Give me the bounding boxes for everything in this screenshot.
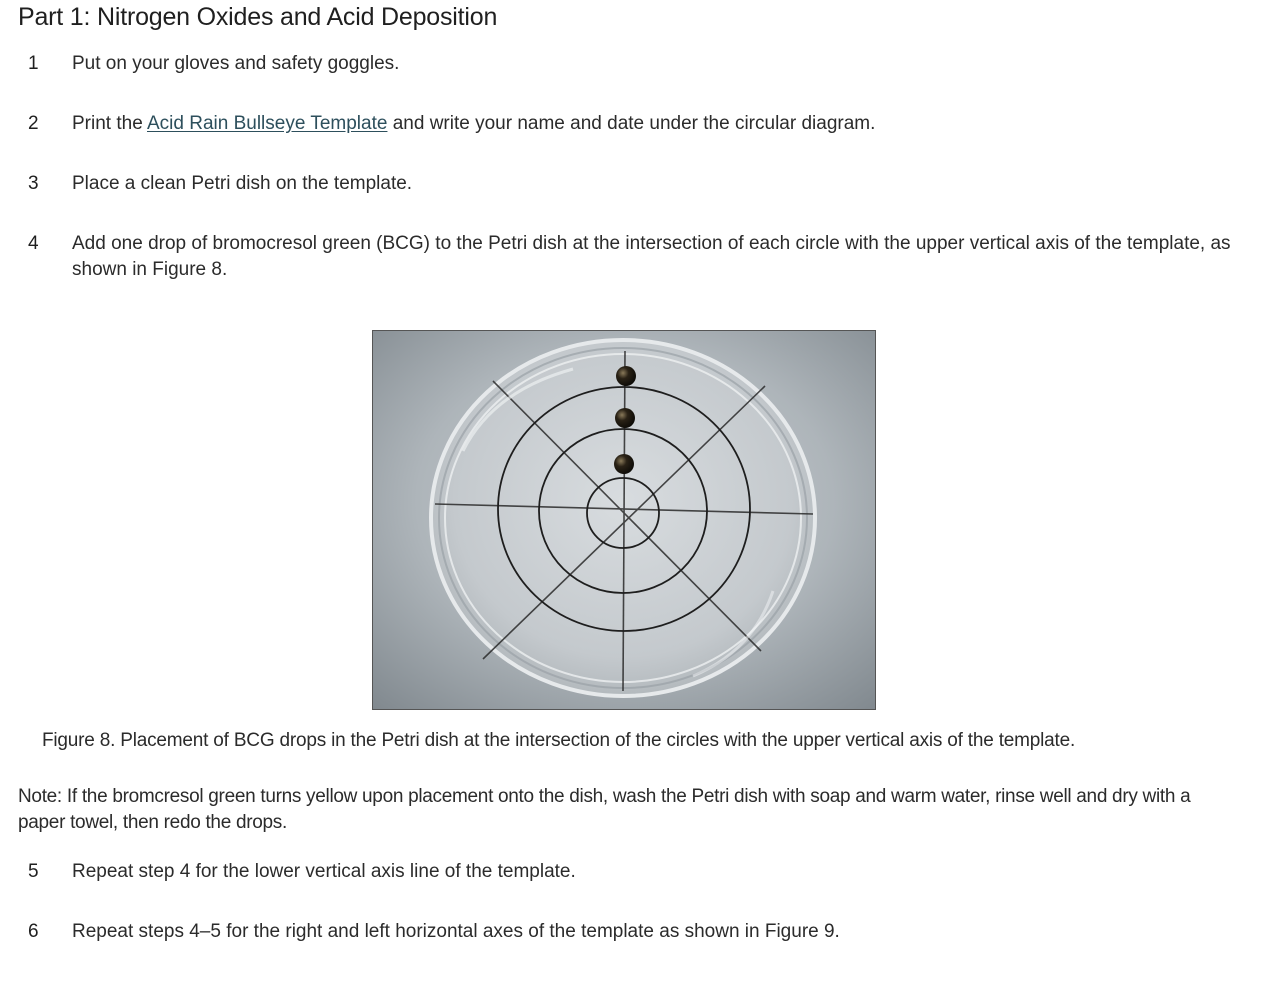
step-text: Add one drop of bromocresol green (BCG) to the Petri dish at the intersection of each circle with the upper vertical axis of the template, as shown in Figure 8.: [72, 233, 1231, 280]
step-text: Repeat steps 4–5 for the right and left horizontal axes of the template as shown in Figure 9.: [72, 921, 840, 942]
step-text: Put on your gloves and safety goggles.: [72, 53, 400, 74]
step-text-post: and write your name and date under the circular diagram.: [387, 113, 876, 134]
petri-dish-image: [373, 331, 876, 710]
step-number: 5: [28, 861, 39, 882]
step-text: Place a clean Petri dish on the template.: [72, 173, 413, 194]
step-text: [72, 111, 1234, 137]
step-number: 2: [28, 113, 39, 134]
step-number: 1: [28, 53, 39, 74]
figure-caption: Figure 8. Placement of BCG drops in the Petri dish at the intersection of the circles with the upper vertical axis of the template.: [42, 730, 1076, 751]
step-text-pre: Print the: [72, 113, 147, 134]
step-number: 3: [28, 173, 39, 194]
note-text: Note: If the bromcresol green turns yellow upon placement onto the dish, wash the Petri dish with soap and warm water, rinse well and dry with a paper towel, then redo the drops.: [18, 786, 1191, 833]
step-number: 6: [28, 921, 39, 942]
figure-8-petri-dish-photo: [372, 330, 876, 710]
page-title: Part 1: Nitrogen Oxides and Acid Deposition: [18, 3, 498, 31]
step-text: Repeat step 4 for the lower vertical axis line of the template.: [72, 861, 576, 882]
acid-rain-template-link[interactable]: Acid Rain Bullseye Template: [147, 113, 388, 134]
step-number: 4: [28, 233, 39, 254]
